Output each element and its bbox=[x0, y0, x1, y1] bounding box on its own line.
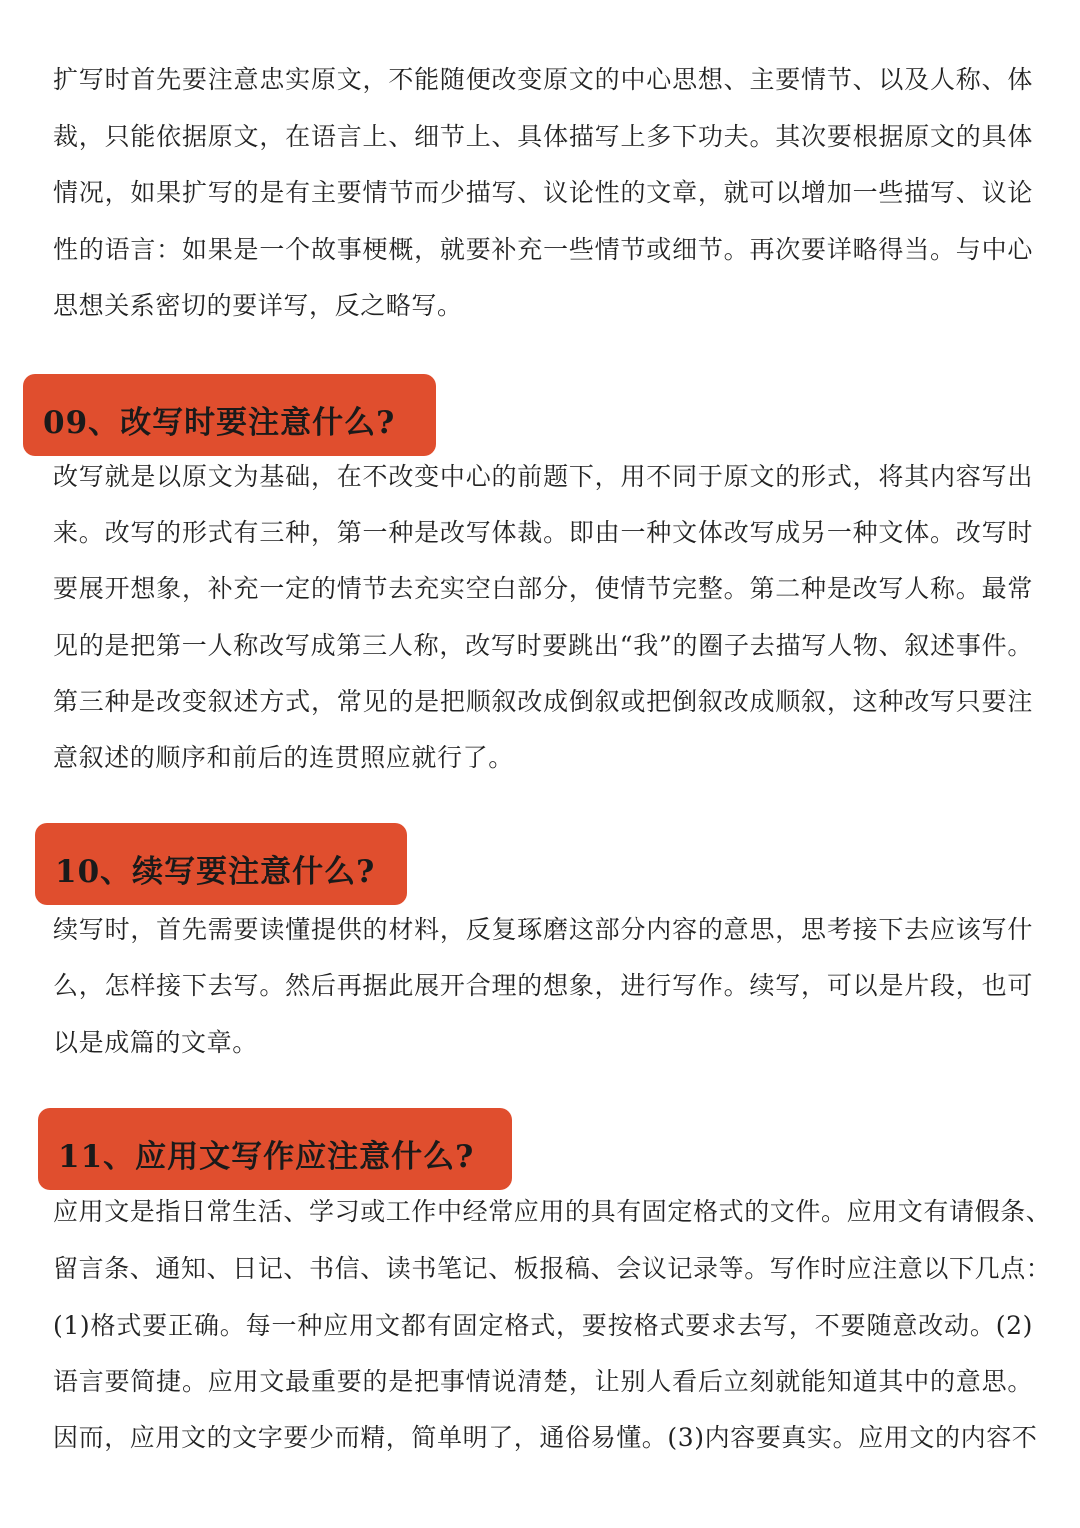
paragraph-line: 性的语言：如果是一个故事梗概，就要补充一些情节或细节。再次要详略得当。与中心 bbox=[53, 235, 1033, 264]
paragraph-line: 思想关系密切的要详写，反之略写。 bbox=[53, 291, 463, 320]
paragraph-line: 来。改写的形式有三种，第一种是改写体裁。即由一种文体改写成另一种文体。改写时 bbox=[53, 518, 1033, 547]
paragraph-line: 要展开想象，补充一定的情节去充实空白部分，使情节完整。第二种是改写人称。最常 bbox=[53, 574, 1033, 603]
paragraph-line: 第三种是改变叙述方式，常见的是把顺叙改成倒叙或把倒叙改成顺叙，这种改写只要注 bbox=[53, 687, 1033, 716]
paragraph-line: 以是成篇的文章。 bbox=[53, 1028, 258, 1057]
section-heading-09: 09、改写时要注意什么? bbox=[23, 374, 436, 456]
paragraph-line: 续写时，首先需要读懂提供的材料，反复琢磨这部分内容的意思，思考接下去应该写什 bbox=[53, 915, 1033, 944]
paragraph-line: 改写就是以原文为基础，在不改变中心的前题下，用不同于原文的形式，将其内容写出 bbox=[53, 462, 1033, 491]
paragraph-line: (1)格式要正确。每一种应用文都有固定格式，要按格式要求去写，不要随意改动。(2) bbox=[53, 1311, 1033, 1340]
paragraph-line: 应用文是指日常生活、学习或工作中经常应用的具有固定格式的文件。应用文有请假条、 bbox=[53, 1197, 1052, 1226]
paragraph-line: 裁，只能依据原文，在语言上、细节上、具体描写上多下功夫。其次要根据原文的具体 bbox=[53, 122, 1033, 151]
paragraph-line: 语言要简捷。应用文最重要的是把事情说清楚，让别人看后立刻就能知道其中的意思。 bbox=[53, 1367, 1033, 1396]
paragraph-line: 么，怎样接下去写。然后再据此展开合理的想象，进行写作。续写，可以是片段，也可 bbox=[53, 971, 1033, 1000]
paragraph-line: 意叙述的顺序和前后的连贯照应就行了。 bbox=[53, 743, 514, 772]
paragraph-line: 留言条、通知、日记、书信、读书笔记、板报稿、会议记录等。写作时应注意以下几点： bbox=[53, 1254, 1052, 1283]
section-heading-11: 11、应用文写作应注意什么? bbox=[38, 1108, 512, 1190]
paragraph-line: 扩写时首先要注意忠实原文，不能随便改变原文的中心思想、主要情节、以及人称、体 bbox=[53, 65, 1033, 94]
paragraph-line: 见的是把第一人称改写成第三人称，改写时要跳出“我”的圈子去描写人物、叙述事件。 bbox=[53, 631, 1033, 660]
paragraph-line: 因而，应用文的文字要少而精，简单明了，通俗易懂。(3)内容要真实。应用文的内容不 bbox=[53, 1423, 1038, 1452]
section-heading-10: 10、续写要注意什么? bbox=[35, 823, 407, 905]
paragraph-line: 情况，如果扩写的是有主要情节而少描写、议论性的文章，就可以增加一些描写、议论 bbox=[53, 178, 1033, 207]
